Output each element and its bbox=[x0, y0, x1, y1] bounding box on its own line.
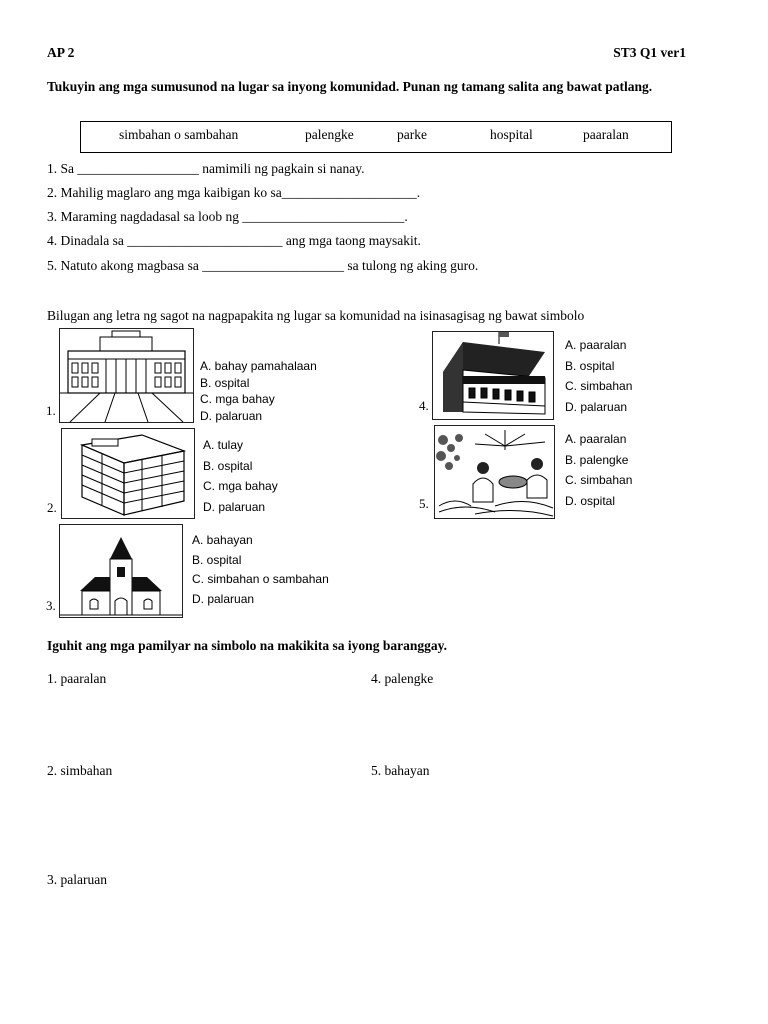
question-number: 2. bbox=[47, 500, 57, 515]
option-c[interactable]: C. simbahan o sambahan bbox=[192, 572, 329, 586]
option-b[interactable]: B. ospital bbox=[192, 552, 242, 567]
section3-instruction: Iguhit ang mga pamilyar na simbolo na makikita sa iyong baranggay. bbox=[47, 638, 447, 653]
option-a[interactable]: A. paaralan bbox=[565, 338, 627, 352]
fill-item-4: 4. Dinadala sa _______________________ ang mga taong maysakit. bbox=[47, 233, 421, 248]
section2-instruction: Bilugan ang letra ng sagot na nagpapakita ng lugar sa komunidad na isinasagisag ng bawat simbolo bbox=[47, 308, 585, 323]
question-5-options bbox=[565, 429, 632, 511]
word-bank-item: hospital bbox=[490, 127, 533, 142]
draw-item-3: 3. palaruan bbox=[47, 872, 107, 887]
option-b[interactable]: B. palengke bbox=[565, 452, 629, 467]
question-number: 5. bbox=[419, 496, 429, 511]
fill-item-5: 5. Natuto akong magbasa sa _____________________ sa tulong ng aking guro. bbox=[47, 258, 479, 273]
option-d[interactable]: D. palaruan bbox=[203, 499, 266, 514]
question-number: 1. bbox=[46, 403, 56, 418]
option-a[interactable]: A. bahay pamahalaan bbox=[200, 359, 317, 373]
fill-item-1: 1. Sa __________________ namimili ng pagkain si nanay. bbox=[47, 161, 365, 176]
church-picture bbox=[59, 524, 183, 618]
word-bank-item: parke bbox=[397, 127, 427, 142]
option-b[interactable]: B. ospital bbox=[200, 375, 250, 390]
fill-item-2: 2. Mahilig maglaro ang mga kaibigan ko sa____________________. bbox=[47, 185, 421, 200]
word-bank bbox=[80, 121, 672, 153]
question-2-options bbox=[203, 435, 278, 517]
question-1-options bbox=[200, 356, 317, 426]
word-bank-item: simbahan o sambahan bbox=[119, 127, 239, 142]
question-number: 3. bbox=[46, 598, 56, 613]
word-bank-item: palengke bbox=[305, 127, 354, 142]
draw-item-1: 1. paaralan bbox=[47, 671, 107, 686]
option-b[interactable]: B. ospital bbox=[565, 358, 615, 373]
option-c[interactable]: C. simbahan bbox=[565, 473, 633, 487]
option-c[interactable]: C. mga bahay bbox=[200, 392, 275, 406]
option-d[interactable]: D. palaruan bbox=[200, 408, 263, 423]
school-building-picture bbox=[432, 331, 554, 420]
option-d[interactable]: D. ospital bbox=[565, 493, 616, 508]
draw-item-4: 4. palengke bbox=[371, 671, 434, 686]
hospital-building-picture bbox=[61, 428, 195, 519]
option-d[interactable]: D. palaruan bbox=[565, 399, 628, 414]
option-c[interactable]: C. simbahan bbox=[565, 379, 633, 393]
option-d[interactable]: D. palaruan bbox=[192, 591, 255, 606]
draw-item-5: 5. bahayan bbox=[371, 763, 430, 778]
fill-item-3: 3. Maraming nagdadasal sa loob ng ________________________. bbox=[47, 209, 408, 224]
question-4-options bbox=[565, 335, 632, 417]
draw-item-2: 2. simbahan bbox=[47, 763, 113, 778]
question-number: 4. bbox=[419, 398, 429, 413]
option-a[interactable]: A. tulay bbox=[203, 438, 244, 452]
option-a[interactable]: A. paaralan bbox=[565, 432, 627, 446]
option-a[interactable]: A. bahayan bbox=[192, 533, 253, 547]
header-right: ST3 Q1 ver1 bbox=[613, 45, 686, 60]
option-b[interactable]: B. ospital bbox=[203, 458, 253, 473]
header-left: AP 2 bbox=[47, 45, 75, 60]
market-picture bbox=[434, 425, 555, 519]
section1-instruction: Tukuyin ang mga sumusunod na lugar sa inyong komunidad. Punan ng tamang salita ang bawat patlang. bbox=[47, 79, 653, 94]
option-c[interactable]: C. mga bahay bbox=[203, 479, 278, 493]
word-bank-item: paaralan bbox=[583, 127, 629, 142]
question-3-options bbox=[192, 530, 329, 609]
government-building-picture bbox=[59, 328, 194, 423]
